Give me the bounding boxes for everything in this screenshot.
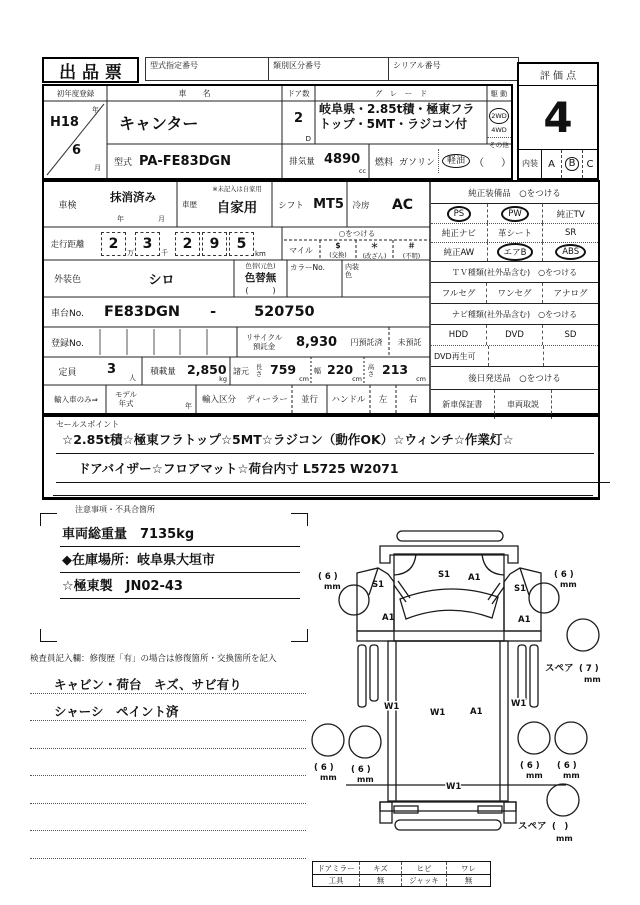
- equip-ps: PS: [431, 204, 487, 223]
- notes-label: 注意事項・不具合箇所: [75, 505, 155, 514]
- notes-content: [60, 521, 300, 599]
- equipment-panel: [431, 182, 598, 413]
- spare-depth-middle: ( 7 ): [579, 664, 599, 674]
- spare-label-middle: スペア: [545, 663, 574, 674]
- sales-line-1: ☆2.85t積☆極東フラトップ☆5MT☆ラジコン（動作OK）☆ウィンチ☆作業灯☆: [56, 428, 594, 454]
- sales-line-2: ドアバイザー☆フロアマット☆荷台内寸 L5725 W2071: [56, 457, 610, 483]
- mile-label: マイル: [289, 245, 313, 255]
- mileage-unit-sen: 千: [161, 249, 168, 257]
- model-designation-label: 型式指定番号: [146, 58, 269, 80]
- equipment-grid: [431, 204, 598, 262]
- empty-cell: [488, 346, 543, 366]
- ship-manual: 車両取説: [494, 390, 552, 419]
- door-mirror-label: ドアミラー: [317, 863, 355, 873]
- capacity-unit: 人: [129, 374, 136, 382]
- height-unit: cm: [416, 375, 426, 383]
- tread-unit: mm: [560, 580, 577, 589]
- length-label-2: さ: [255, 370, 263, 378]
- bracket-corner: [40, 513, 57, 526]
- capacity-cell: [89, 357, 142, 385]
- import-dealer: ディーラー: [246, 395, 288, 405]
- drive-other: その他: [487, 137, 511, 149]
- inspector-label: 検査員記入欄：修復歴「有」の場合は修復箇所・交換箇所を記入: [30, 654, 277, 664]
- car-name-value: キャンター: [119, 114, 199, 133]
- doors-value: 2: [293, 110, 304, 126]
- windshield: [400, 589, 498, 619]
- load-value: 2,850: [187, 362, 227, 377]
- capacity-label: 定員: [58, 367, 77, 378]
- mirror-crack: ヒビ: [401, 862, 446, 874]
- roof-corner-arc: [482, 554, 504, 575]
- interior-color-label: 内装: [345, 263, 359, 271]
- color-change-label: 色替(元色): [245, 263, 276, 270]
- mileage-digit: 5: [229, 232, 254, 256]
- equip-airbag: エアB: [487, 242, 543, 261]
- note-stock-location: ◆在庫場所：岐阜県大垣市: [60, 547, 300, 573]
- shaken-cell: [89, 182, 177, 227]
- drive-cell: [487, 101, 511, 149]
- mirror-broken: ワレ: [446, 862, 490, 874]
- dvd-playable: DVD再生可: [434, 351, 476, 361]
- chassis-no-label: 車台No.: [51, 308, 84, 319]
- mileage-digit: 9: [202, 232, 227, 256]
- car-name-header: 車 名: [178, 89, 211, 98]
- ac-value: AC: [391, 196, 414, 213]
- navi-sd: SD: [542, 325, 598, 345]
- registration-no-label: 登録No.: [51, 338, 84, 349]
- color-change-value: 色替無: [244, 272, 277, 284]
- spare-label-rear: スペア: [518, 821, 547, 832]
- tread-rear-right-inner: ( 6 ): [520, 761, 540, 771]
- rear-left-outer-tire: [312, 724, 344, 756]
- height-value: 213: [382, 362, 409, 377]
- width-unit: cm: [352, 375, 362, 383]
- ship-later-header: 後日発送品 ○をつける: [431, 367, 598, 390]
- model-year-label-1: モデル: [114, 389, 138, 399]
- rear-lamp: [394, 806, 418, 813]
- roof-corner-arc: [394, 554, 416, 575]
- tread-unit: mm: [357, 775, 374, 784]
- spare-tire-middle: [567, 619, 599, 651]
- ext-color-value: シロ: [148, 273, 175, 288]
- first-reg-month-unit: 月: [94, 164, 101, 172]
- rear-right-inner-tire: [518, 722, 550, 754]
- equip-aw: 純正AW: [431, 242, 487, 261]
- tread-rear-left-inner: ( 6 ): [351, 765, 371, 775]
- equip-pw: PW: [487, 204, 543, 223]
- drive-4wd: 4WD: [491, 126, 507, 134]
- interior-color-cell: [342, 260, 430, 297]
- tread-front-right: ( 6 ): [554, 570, 574, 580]
- dvd-play-row: [431, 346, 598, 367]
- sales-points-section: [42, 415, 600, 500]
- truck-top-view-diagram: [308, 523, 640, 861]
- mark-w1-bed-bottom: W1: [446, 782, 462, 792]
- jack-none: 無: [446, 874, 490, 886]
- shaken-value: 抹消済み: [110, 190, 156, 204]
- mile-opt-unknown: ＃ (不明): [402, 241, 421, 260]
- shaken-month-unit: 月: [158, 215, 165, 223]
- model-label: 型式: [113, 157, 132, 168]
- fuel-paren-open: （: [474, 157, 485, 169]
- height-label-2: さ: [367, 370, 375, 378]
- recycle-value: 8,930: [295, 334, 338, 350]
- equip-navi: 純正ナビ: [431, 223, 487, 242]
- displacement-unit: cc: [358, 167, 366, 175]
- interior-grade-b-circle: B: [565, 157, 580, 171]
- chassis-rail: [530, 645, 538, 707]
- interior-grade-a: A: [548, 158, 555, 170]
- length-unit: cm: [299, 375, 309, 383]
- color-change-paren: ( ): [245, 286, 276, 295]
- rear-tab: [504, 802, 516, 823]
- model-year-label-2: 年式: [118, 399, 134, 408]
- equip-leather: 革シート: [487, 223, 543, 242]
- import-only-label: 輸入車のみ⇒: [54, 394, 98, 404]
- mark-w1-bed-left: W1: [384, 702, 400, 712]
- length-value: 759: [270, 362, 297, 377]
- inspector-line: [30, 776, 306, 804]
- recycle-unpaid: 未預託: [397, 337, 422, 347]
- color-change-cell: [234, 260, 287, 297]
- grade-header: グ レ ー ド: [374, 89, 428, 98]
- shift-label: シフト: [278, 200, 304, 211]
- recycle-label-1: リサイクル: [245, 332, 283, 342]
- drive-2wd-circled: 2WD: [489, 108, 509, 124]
- ext-color-label: 外装色: [53, 275, 81, 285]
- front-bumper: [397, 531, 503, 541]
- length-label: [252, 357, 266, 385]
- rear-right-outer-tire: [555, 722, 587, 754]
- model-year-unit: 年: [185, 402, 192, 410]
- tread-unit: mm: [324, 582, 341, 591]
- sales-points-label: セールスポイント: [56, 420, 120, 429]
- inspector-line: [30, 831, 306, 859]
- mirror-scratch: キズ: [359, 862, 401, 874]
- tv-oneseg: ワンセグ: [486, 283, 542, 303]
- chassis-serial: 520750: [254, 304, 315, 320]
- tool-label: 工具: [313, 874, 359, 886]
- mark-a1-left: A1: [382, 613, 395, 623]
- tread-rear-right-outer: ( 6 ): [557, 761, 577, 771]
- inspector-lines: [30, 666, 306, 859]
- mileage-digits: [89, 227, 282, 260]
- fuel-gasoline: ガソリン: [399, 157, 436, 168]
- equipment-header: 純正装備品 ○をつける: [431, 182, 598, 204]
- tread-front-left: ( 6 ): [318, 572, 338, 582]
- cab-floor: [357, 631, 541, 641]
- tread-unit: mm: [526, 771, 543, 780]
- mile-opt-exchange: $ (交換): [329, 241, 347, 259]
- tv-fullseg: フルセグ: [441, 289, 476, 299]
- width-cell: [324, 357, 364, 385]
- mark-w1-bed-right: W1: [511, 699, 527, 709]
- chassis-rail: [358, 645, 366, 707]
- spare-depth-rear: ( ): [552, 822, 569, 832]
- doors-header: ドア数: [287, 89, 310, 98]
- interior-grade-row: [519, 150, 597, 178]
- tread-unit: mm: [563, 771, 580, 780]
- length-label-1: 長: [255, 362, 263, 371]
- mark-s1-left: S1: [372, 580, 385, 590]
- mileage-digit: 2: [101, 232, 126, 256]
- mark-a1-bed: A1: [470, 707, 483, 717]
- score-box: [517, 62, 599, 180]
- navi-type-row: [431, 325, 598, 346]
- fuel-paren-close: ）: [501, 157, 511, 169]
- note-gross-weight: 車両総重量 7135kg: [60, 521, 300, 547]
- mileage-unit-man: 万: [127, 249, 134, 257]
- history-note: ※未記入は自家用: [212, 186, 262, 193]
- tv-analog: アナログ: [542, 283, 598, 303]
- tread-unit: mm: [584, 675, 601, 684]
- t読read-unit: mm: [320, 773, 337, 782]
- chassis-dash: -: [210, 304, 217, 320]
- rear-bumper: [395, 820, 501, 830]
- empty-cell: [543, 346, 598, 366]
- score-value: 4: [519, 86, 597, 150]
- rear-tab: [380, 802, 392, 823]
- spare-tire-rear: [547, 784, 579, 816]
- cargo-bed: [388, 641, 508, 801]
- history-label: 車歴: [182, 200, 197, 209]
- interior-color-label2: 色: [345, 271, 352, 280]
- first-reg-month: 6: [72, 143, 82, 158]
- height-label: [364, 357, 378, 385]
- length-cell: [266, 357, 311, 385]
- mark-s1-right: S1: [514, 584, 527, 594]
- equip-abs: ABS: [542, 242, 598, 261]
- height-cell: [378, 357, 430, 385]
- displacement-number: 4890: [324, 152, 361, 167]
- equip-sr: SR: [542, 223, 598, 242]
- doors-sub: D: [305, 135, 311, 143]
- tv-type-header: ＴＶ種類(社外品含む) ○をつける: [431, 262, 598, 283]
- navi-hdd: HDD: [448, 330, 469, 340]
- inspector-line: キャビン・荷台 キズ、サビ有り: [30, 666, 306, 694]
- bed-walls: [396, 641, 500, 801]
- mark-a1-right: A1: [518, 615, 531, 625]
- history-value: 自家用: [216, 200, 258, 216]
- score-header: 評 価 点: [519, 64, 597, 86]
- width-label: 幅: [314, 367, 321, 375]
- displacement-label: 排気量: [289, 157, 315, 167]
- tread-rear-left-outer: ( 6 ): [314, 763, 334, 773]
- interior-grade-c: C: [586, 158, 594, 170]
- class-division-label: 類別区分番号: [269, 58, 389, 80]
- mile-opt-tampered: ＊ (改ざん): [362, 241, 387, 260]
- tread-unit: mm: [556, 834, 573, 843]
- color-no-label: カラーNo.: [290, 263, 325, 272]
- shaken-label: 車検: [58, 201, 77, 211]
- first-reg-year: H18: [50, 115, 79, 130]
- handle-right: 右: [408, 395, 418, 405]
- import-parallel: 並行: [300, 395, 318, 405]
- inspector-line: [30, 804, 306, 832]
- a-pillars: [394, 581, 504, 604]
- tv-type-row: [431, 283, 598, 304]
- doors-cell: [282, 101, 315, 144]
- jack-label: ジャッキ: [401, 874, 446, 886]
- model-year-label: [106, 385, 146, 413]
- color-no-cell: [287, 260, 342, 297]
- equip-tv: 純正TV: [542, 204, 598, 223]
- capacity-value: 3: [107, 362, 117, 377]
- model-value: PA-FE83DGN: [139, 153, 231, 169]
- chassis-rail: [518, 645, 526, 701]
- chassis-no-value: [89, 297, 430, 327]
- form-section-top: [42, 84, 513, 180]
- width-value: 220: [327, 362, 354, 377]
- mark-a1-cab: A1: [468, 573, 481, 583]
- fuel-divider: [438, 149, 439, 173]
- inspector-line: [30, 749, 306, 777]
- mark-s1-cab: S1: [438, 570, 451, 580]
- displacement-value: [322, 144, 369, 178]
- drive-header: 駆 動: [490, 89, 508, 98]
- handle-label: ハンドル: [331, 395, 366, 405]
- mileage-digit: 3: [135, 232, 160, 256]
- page-title: 出 品 票: [42, 57, 139, 83]
- ship-warranty: 新車保証書: [442, 400, 483, 409]
- serial-label: シリアル番号: [393, 61, 441, 70]
- interior-grade-label: 内装: [519, 150, 542, 178]
- recycle-label-2: 預託金: [252, 342, 276, 351]
- load-cell: [184, 357, 230, 385]
- grade-value: 岐阜県・2.85t積・極東フラトップ・5MT・ラジコン付: [319, 102, 475, 131]
- import-class-label: 輸入区分: [201, 395, 236, 405]
- mileage-digit: 2: [175, 232, 200, 256]
- chassis-prefix: FE83DGN: [104, 304, 181, 320]
- shift-value: MT5: [313, 197, 344, 212]
- rear-lamp: [478, 806, 502, 813]
- fuel-cell: [399, 144, 511, 178]
- inspector-line: [30, 721, 306, 749]
- mark-w1-bed: W1: [430, 708, 446, 718]
- load-label: 積載量: [150, 367, 176, 377]
- mileage-label: 走行距離: [50, 239, 85, 250]
- recycle-paid: 円預託済: [350, 337, 383, 347]
- note-maker: ☆極東製 JN02-43: [60, 573, 300, 599]
- recycle-label: [239, 327, 289, 357]
- form-section-middle: [42, 180, 600, 415]
- handle-left: 左: [378, 395, 388, 405]
- history-cell: [202, 182, 272, 227]
- ac-label: 冷房: [352, 200, 370, 211]
- front-left-tire: [339, 585, 369, 615]
- header-strip: [145, 57, 519, 81]
- bracket-corner: [40, 629, 57, 642]
- height-label-1: 高: [367, 362, 375, 371]
- mileage-unit-km: km: [255, 250, 266, 258]
- fuel-label: 燃料: [374, 157, 393, 168]
- load-unit: kg: [219, 375, 227, 383]
- mirror-tool-table: [312, 861, 491, 887]
- chassis-rail: [370, 645, 378, 701]
- first-reg-year-unit: 年: [92, 106, 99, 114]
- navi-dvd: DVD: [486, 325, 542, 345]
- rear-left-inner-tire: [349, 726, 381, 758]
- bracket-corner: [291, 629, 308, 642]
- interior-grade-b-selected: [561, 150, 583, 178]
- navi-type-header: ナビ種類(社外品含む) ○をつける: [431, 304, 598, 325]
- first-reg-header: 初年度登録: [56, 89, 95, 98]
- first-reg-cell: [44, 101, 107, 178]
- sales-line-3: [53, 483, 593, 496]
- tool-none: 無: [359, 874, 401, 886]
- front-right-tire: [529, 583, 559, 613]
- fuel-diesel-circled: 軽油: [442, 154, 470, 168]
- dims-label: 諸元: [233, 366, 249, 376]
- cab-roof: [394, 554, 504, 641]
- mile-circle-note: ○をつける: [338, 229, 376, 238]
- inspector-line: シャーシ ペイント済: [30, 694, 306, 722]
- shaken-year-unit: 年: [117, 215, 124, 223]
- model-year-cell: [146, 385, 196, 413]
